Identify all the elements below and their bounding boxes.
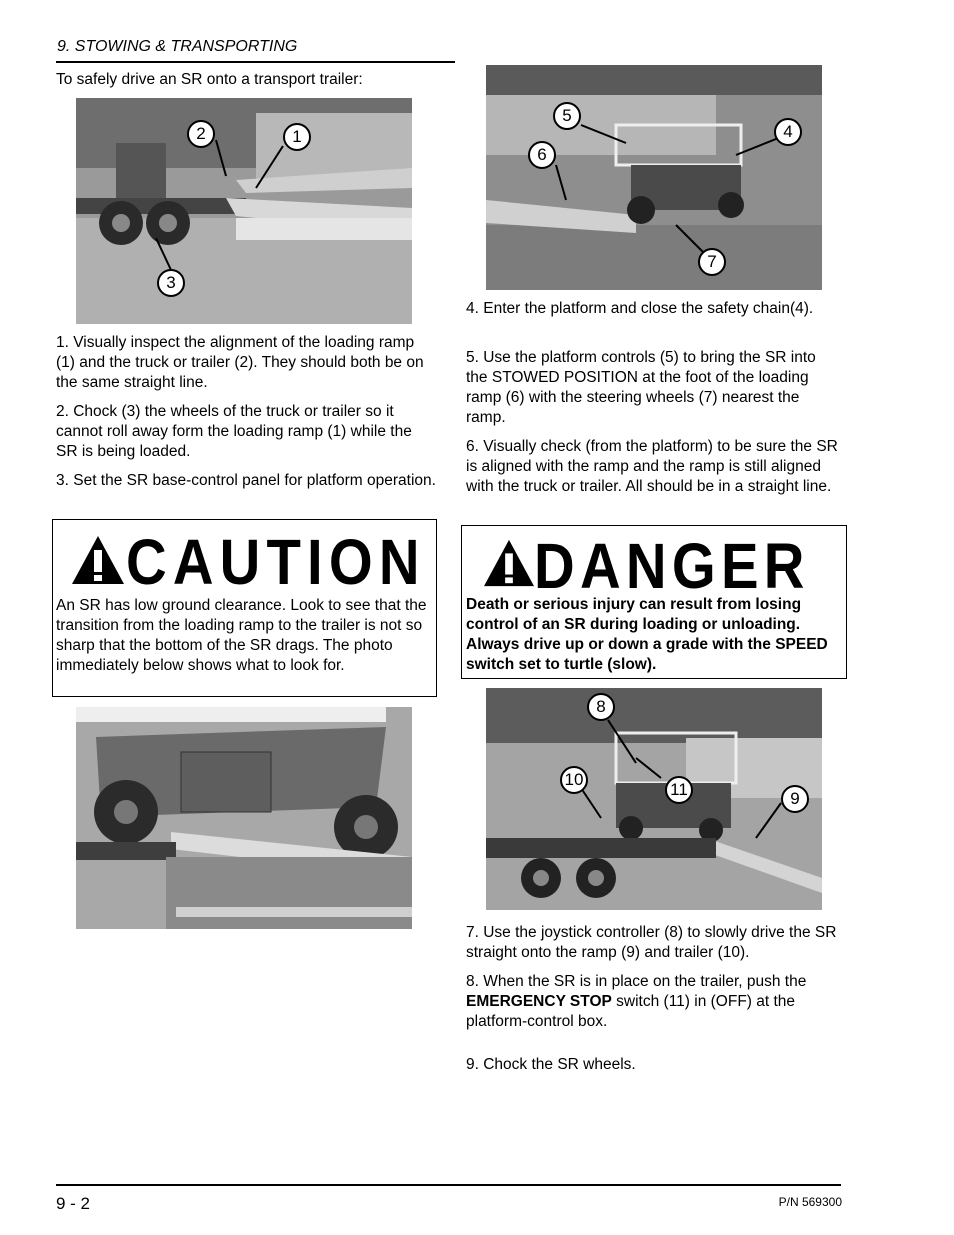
callout-7: 7 [698, 248, 726, 276]
photo-sr-on-trailer [486, 688, 822, 910]
step-3: 3. Set the SR base-control panel for platform operation. [56, 472, 436, 489]
callout-1: 1 [283, 123, 311, 151]
step-9: 9. Chock the SR wheels. [466, 1056, 636, 1073]
callout-8: 8 [587, 693, 615, 721]
callout-6: 6 [528, 141, 556, 169]
step-2: 2. Chock (3) the wheels of the truck or trailer so it cannot roll away form the loading ramp (1) while the SR is being loaded. [56, 403, 412, 460]
danger-box [461, 525, 847, 679]
page-number: 9 - 2 [56, 1194, 91, 1213]
step-8-text-after: switch (11) in (OFF) at the platform-control box. [466, 993, 796, 1030]
part-number: P/N 569300 [778, 1195, 842, 1209]
intro-text: To safely drive an SR onto a transport trailer: [56, 71, 363, 88]
danger-text: Death or serious injury can result from losing control of an SR during loading or unloading. Always drive up or down a grade with the SPEED switch set to turtle (slow). [466, 596, 828, 673]
danger-heading: DANGER [534, 530, 810, 602]
callout-9: 9 [781, 785, 809, 813]
step-1: 1. Visually inspect the alignment of the loading ramp (1) and the truck or trailer (2). They should both be on the same straight line. [56, 334, 424, 391]
title-divider [56, 61, 455, 63]
step-6: 6. Visually check (from the platform) to be sure the SR is aligned with the ramp and the ramp is still aligned with the truck or trailer. All should be in a straight line. [466, 438, 838, 495]
section-title: 9. STOWING & TRANSPORTING [57, 38, 298, 55]
footer-divider [56, 1184, 841, 1186]
callout-10: 10 [560, 766, 588, 794]
photo-sr-stowed [486, 65, 822, 290]
caution-box [52, 519, 437, 697]
callout-5: 5 [553, 102, 581, 130]
photo-ramp-transition [76, 707, 412, 929]
photo-trailer-ramp [76, 98, 412, 324]
callout-3: 3 [157, 269, 185, 297]
step-8-emphasis: EMERGENCY STOP [466, 993, 612, 1010]
step-8 [466, 972, 846, 1032]
step-5: 5. Use the platform controls (5) to bring the SR into the STOWED POSITION at the foot of the loading ramp (6) with the steering wheels (7) nearest the ramp. [466, 349, 816, 426]
caution-text: An SR has low ground clearance. Look to see that the transition from the loading ramp to the trailer is not so sharp that the bottom of the SR drags. The photo immediately below shows what to look for. [56, 597, 427, 674]
callout-2: 2 [187, 120, 215, 148]
step-7: 7. Use the joystick controller (8) to slowly drive the SR straight onto the ramp (9) and trailer (10). [466, 924, 837, 961]
callout-11: 11 [665, 776, 693, 804]
step-4: 4. Enter the platform and close the safety chain(4). [466, 300, 814, 317]
step-8-text-before: 8. When the SR is in place on the trailer, push the [466, 973, 807, 990]
caution-heading: CAUTION [126, 526, 426, 598]
warning-triangle-icon [70, 534, 126, 586]
callout-4: 4 [774, 118, 802, 146]
warning-triangle-icon [482, 538, 536, 588]
